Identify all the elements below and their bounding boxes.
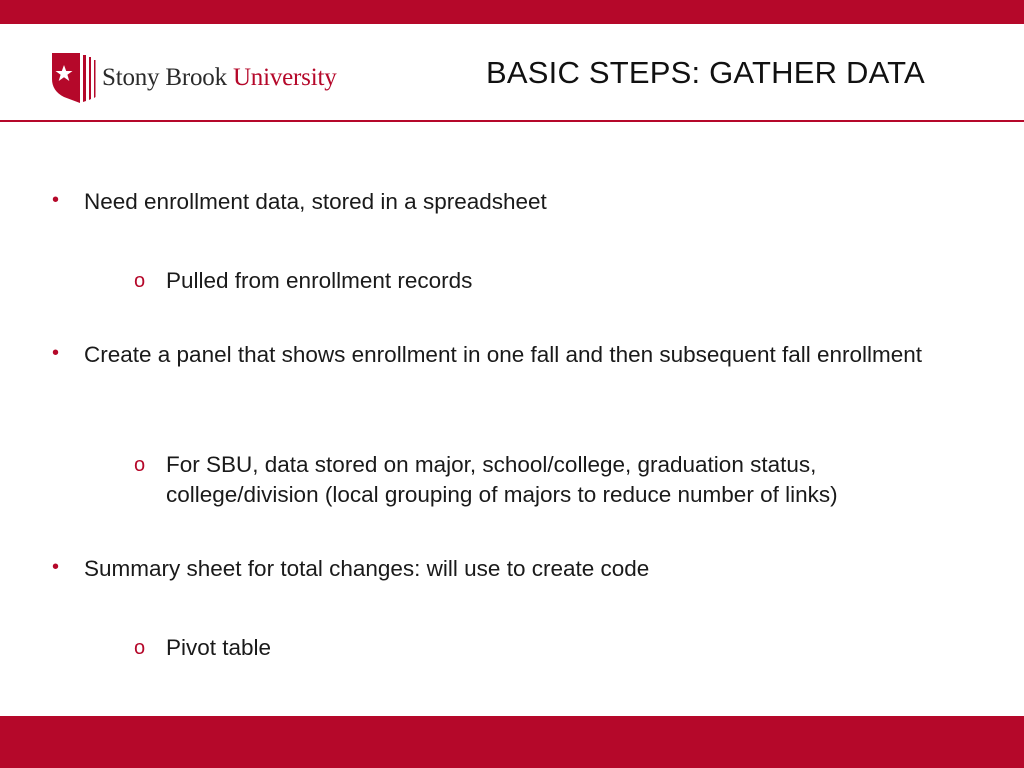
bullet-text: Create a panel that shows enrollment in one fall and then subsequent fall enrollment	[84, 342, 923, 367]
bullet-item	[52, 340, 934, 370]
sub-bullet-marker: o	[134, 637, 146, 659]
logo-name: Stony Brook	[102, 64, 233, 91]
sub-bullet-item	[134, 450, 946, 510]
bullet-text: Need enrollment data, stored in a spreadsheet	[84, 189, 547, 214]
bullet-marker: •	[52, 342, 60, 364]
bullet-text: Summary sheet for total changes: will use to create code	[84, 556, 650, 581]
sub-bullet-marker: o	[134, 270, 146, 292]
bullet-marker: •	[52, 189, 60, 211]
sub-bullet-marker: o	[134, 454, 146, 476]
bullet-item	[52, 554, 964, 584]
logo-university: University	[232, 64, 337, 91]
sub-bullet-item	[134, 266, 966, 296]
bottom-red-band	[0, 716, 1024, 768]
bullet-item	[52, 187, 964, 217]
sub-bullet-item	[134, 633, 966, 663]
slide-title: BASIC STEPS: GATHER DATA	[486, 55, 925, 90]
sub-bullet-text: For SBU, data stored on major, school/college, graduation status, college/division (local grouping of majors to reduce number of links)	[166, 452, 838, 507]
bullet-marker: •	[52, 556, 60, 578]
sub-bullet-text: Pivot table	[166, 635, 272, 660]
sub-bullet-text: Pulled from enrollment records	[166, 268, 473, 293]
